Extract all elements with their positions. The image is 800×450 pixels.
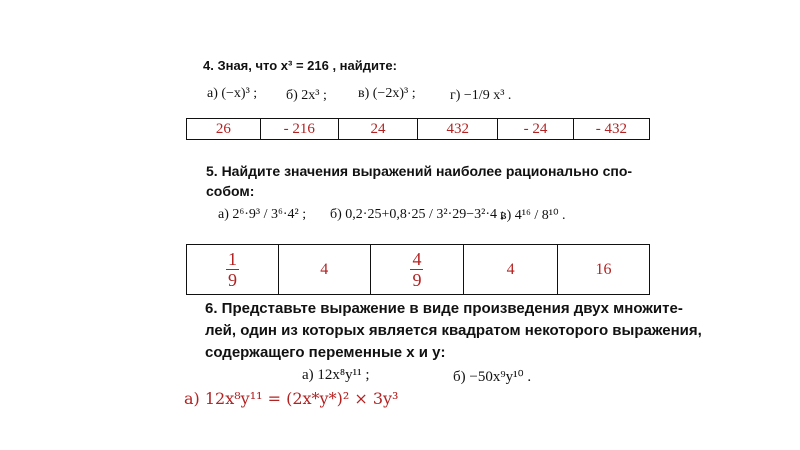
task5-option-a: а) 2⁶·9³ / 3⁶·4² ; (218, 207, 307, 222)
task4-answer-cell: - 432 (573, 119, 649, 140)
task4-answer-cell: - 216 (260, 119, 338, 140)
task4-answer-cell: 24 (338, 119, 417, 140)
task6-answer: а) 12x⁸y¹¹ = (2x*y*)² × 3y³ (184, 389, 399, 408)
task5-answer-cell: 4 (464, 245, 558, 295)
task4-answer-table (186, 118, 650, 140)
task4-option-g: г) −1/9 x³ . (450, 88, 512, 103)
task4-answer-cell: - 24 (498, 119, 574, 140)
task4-title: 4. Зная, что x³ = 216 , найдите: (203, 58, 397, 73)
task5-answer-cell (187, 245, 279, 295)
task5-answer-cell (370, 245, 464, 295)
task5-option-v: в) 4¹⁶ / 8¹⁰ . (500, 208, 566, 223)
task5-answer-cell: 16 (557, 245, 649, 295)
task5-title-line2: собом: (206, 183, 255, 199)
fraction-denominator: 9 (412, 270, 422, 290)
fraction-numerator: 4 (412, 249, 422, 269)
task4-answer-cell: 26 (187, 119, 261, 140)
task4-option-v: в) (−2x)³ ; (358, 86, 416, 101)
task4-answer-cell: 432 (418, 119, 498, 140)
task6-line3: содержащего переменные x и y: (205, 344, 446, 361)
task4-option-a: а) (−x)³ ; (207, 86, 258, 101)
task6-option-b: б) −50x⁹y¹⁰ . (453, 369, 532, 385)
task6-line1: 6. Представьте выражение в виде произведения двух множите- (205, 300, 683, 317)
fraction-numerator: 1 (227, 249, 237, 269)
task5-title-line1: 5. Найдите значения выражений наиболее рационально спо- (206, 163, 633, 179)
task6-line2: лей, один из которых является квадратом некоторого выражения, (205, 322, 702, 339)
task5-option-b: б) 0,2·25+0,8·25 / 3²·29−3²·4 ; (330, 207, 505, 222)
task4-option-b: б) 2x³ ; (286, 88, 327, 103)
task5-answer-cell: 4 (278, 245, 370, 295)
task6-option-a: а) 12x⁸y¹¹ ; (302, 367, 370, 383)
fraction-denominator: 9 (227, 270, 237, 290)
task5-answer-table (186, 244, 650, 295)
